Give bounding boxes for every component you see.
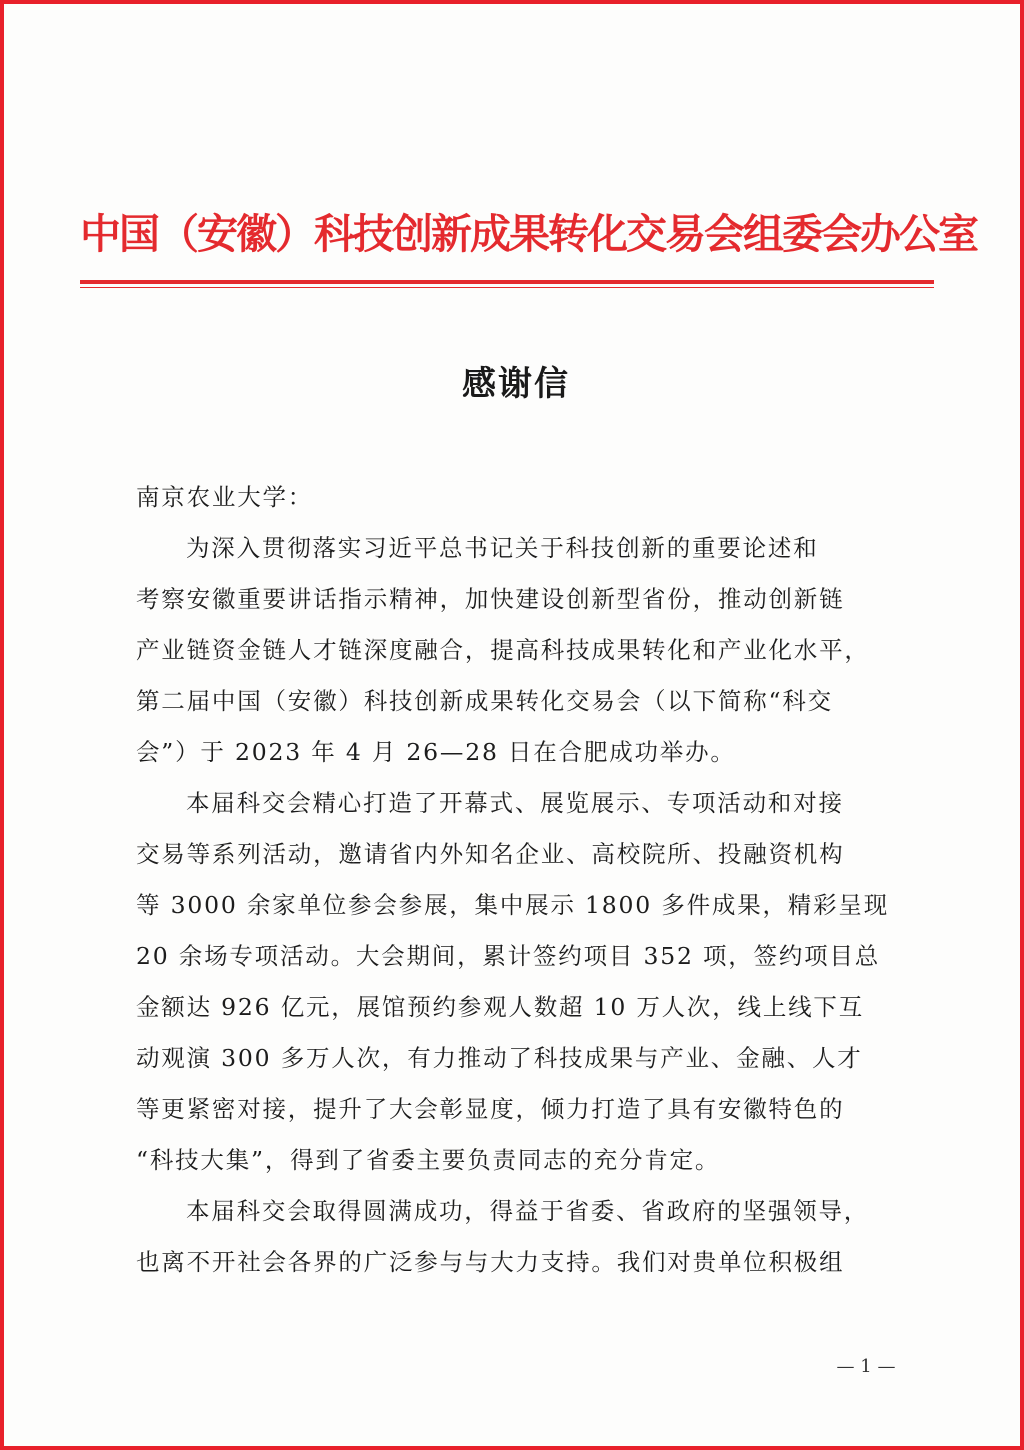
paragraph-line: 也离不开社会各界的广泛参与与大力支持。我们对贵单位积极组 — [136, 1248, 845, 1276]
paragraph-line: 本届科交会精心打造了开幕式、展览展示、专项活动和对接 — [186, 789, 844, 817]
letter-title: 感谢信 — [462, 364, 570, 404]
letter-body — [136, 472, 906, 1288]
paragraph-line: 为深入贯彻落实习近平总书记关于科技创新的重要论述和 — [186, 534, 819, 562]
paragraph-line: 考察安徽重要讲话指示精神，加快建设创新型省份，推动创新链 — [136, 585, 845, 613]
page-number: — 1 — — [836, 1356, 896, 1377]
salutation: 南京农业大学： — [136, 483, 314, 511]
paragraph-line: 金额达 926 亿元，展馆预约参观人数超 10 万人次，线上线下互 — [136, 993, 865, 1021]
paragraph-line: 产业链资金链人才链深度融合，提高科技成果转化和产业化水平， — [136, 636, 870, 664]
paragraph-line: 会”）于 2023 年 4 月 26—28 日在合肥成功举办。 — [136, 738, 736, 766]
paragraph-line: 动观演 300 多万人次，有力推动了科技成果与产业、金融、人才 — [136, 1044, 863, 1072]
paragraph-line: 交易等系列活动，邀请省内外知名企业、高校院所、投融资机构 — [136, 840, 845, 868]
paragraph-line: 第二届中国（安徽）科技创新成果转化交易会（以下简称“科交 — [136, 687, 833, 715]
org-header-title: 中国（安徽）科技创新成果转化交易会组委会办公室 — [80, 210, 977, 258]
header-rule-thick — [80, 280, 934, 284]
paragraph-line: 本届科交会取得圆满成功，得益于省委、省政府的坚强领导， — [186, 1197, 870, 1225]
paragraph-line: “科技大集”，得到了省委主要负责同志的充分肯定。 — [136, 1146, 721, 1174]
paragraph-line: 等 3000 余家单位参会参展，集中展示 1800 多件成果，精彩呈现 — [136, 891, 889, 919]
paragraph-line: 20 余场专项活动。大会期间，累计签约项目 352 项，签约项目总 — [136, 942, 881, 970]
header-double-rule — [80, 280, 934, 290]
header-rule-thin — [80, 287, 934, 288]
paragraph-line: 等更紧密对接，提升了大会彰显度，倾力打造了具有安徽特色的 — [136, 1095, 845, 1123]
